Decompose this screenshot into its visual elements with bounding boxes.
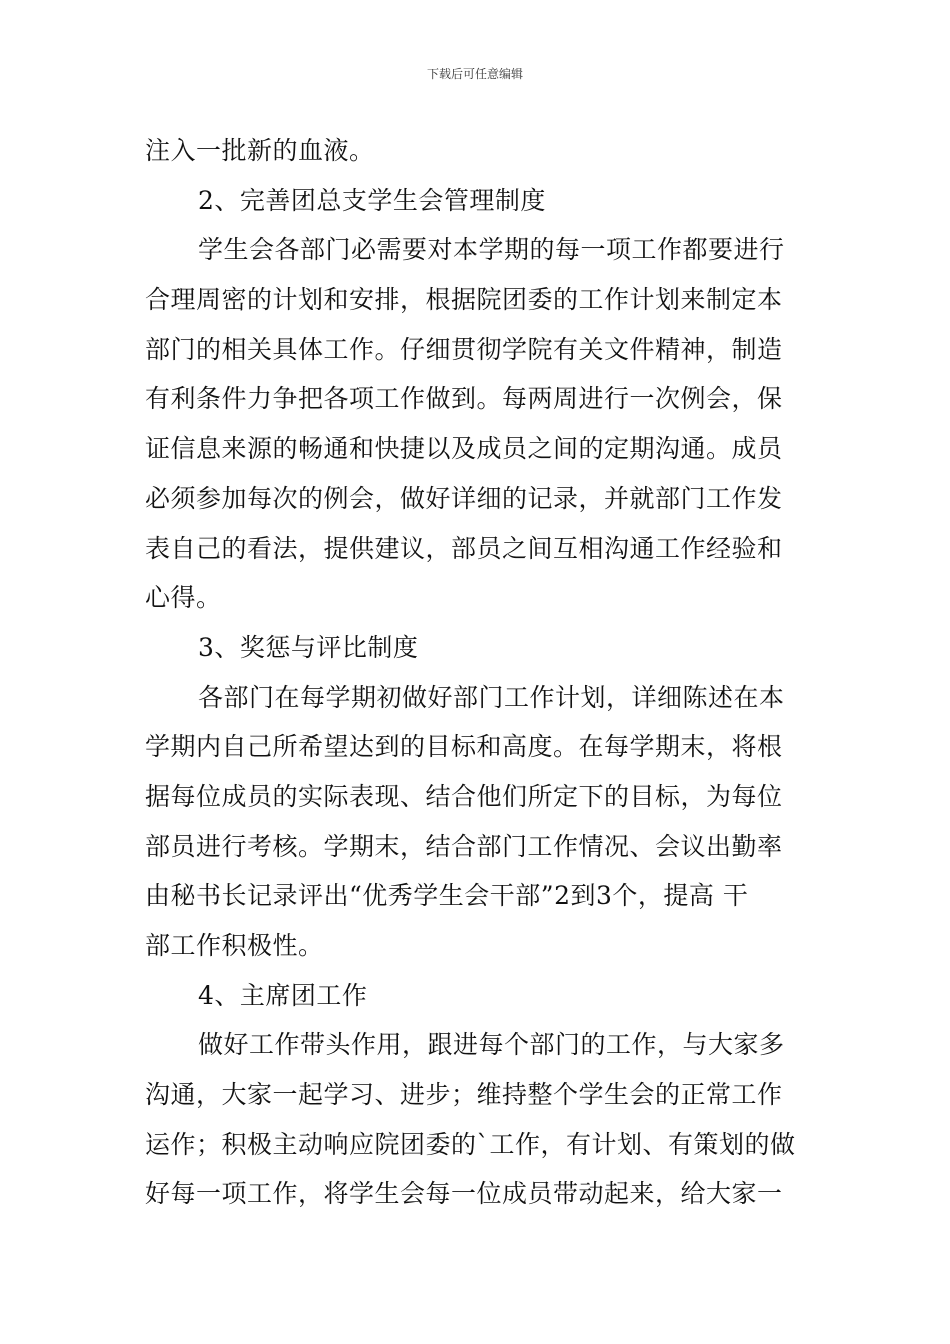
text-line: 据每位成员的实际表现、结合他们所定下的目标，为每位: [145, 781, 783, 811]
text-line: 各部门在每学期初做好部门工作计划，详细陈述在本: [198, 682, 785, 712]
text-line: 学期内自己所希望达到的目标和高度。在每学期末，将根: [145, 732, 783, 762]
text-line: 有利条件力争把各项工作做到。每两周进行一次例会，保: [145, 384, 783, 414]
section-heading: 4、主席团工作: [198, 980, 368, 1010]
text-line: 注入一批新的血液。: [145, 136, 375, 165]
text-line: 合理周密的计划和安排，根据院团委的工作计划来制定本: [145, 285, 783, 315]
text-line: 证信息来源的畅通和快捷以及成员之间的定期沟通。成员: [145, 434, 783, 464]
text-line: 心得。: [145, 583, 222, 613]
text-line: 部工作积极性。: [145, 931, 324, 960]
text-line: 好每一项工作，将学生会每一位成员带动起来，给大家一: [145, 1179, 783, 1209]
section-heading: 2、完善团总支学生会管理制度: [198, 185, 546, 215]
text-line: 做好工作带头作用，跟进每个部门的工作，与大家多: [198, 1030, 785, 1060]
page-header: 下载后可任意编辑: [426, 67, 523, 81]
text-line: 由秘书长记录评出“优秀学生会干部”2到3个，提高 干: [145, 881, 749, 911]
text-line: 必须参加每次的例会，做好详细的记录，并就部门工作发: [145, 483, 783, 513]
text-line: 学生会各部门必需要对本学期的每一项工作都要进行: [198, 235, 785, 265]
text-line: 运作；积极主动响应院团委的`工作，有计划、有策划的做: [145, 1129, 796, 1159]
document-body: [145, 126, 805, 1219]
text-line: 部门的相关具体工作。仔细贯彻学院有关文件精神，制造: [145, 334, 783, 364]
text-line: 表自己的看法，提供建议，部员之间互相沟通工作经验和: [145, 533, 783, 563]
section-heading: 3、奖惩与评比制度: [198, 632, 419, 662]
text-line: 沟通，大家一起学习、进步；维持整个学生会的正常工作: [145, 1080, 783, 1110]
text-line: 部员进行考核。学期末，结合部门工作情况、会议出勤率: [145, 831, 783, 861]
